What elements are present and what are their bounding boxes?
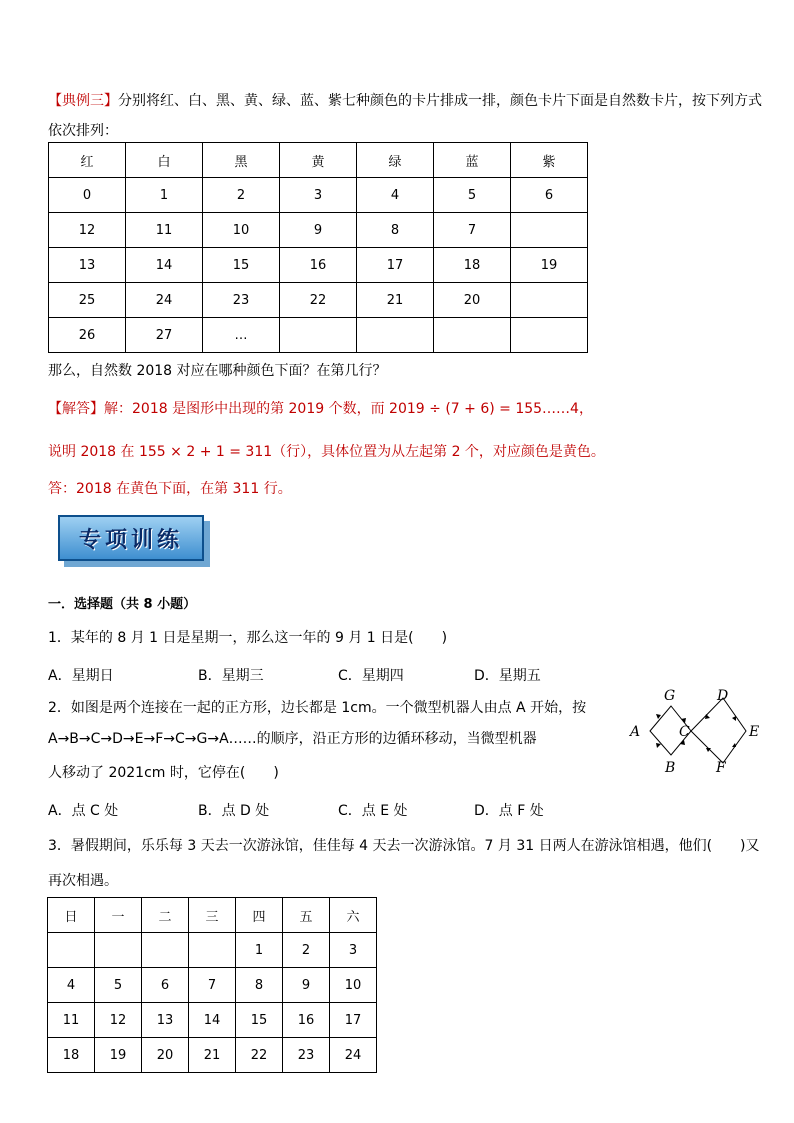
table-cell: 2: [283, 933, 330, 968]
q1-option-b: B．星期三: [198, 668, 264, 684]
table-cell: 24: [126, 283, 203, 318]
table-cell: 22: [280, 283, 357, 318]
table-cell: [434, 318, 511, 353]
table-cell: 6: [511, 178, 588, 213]
table-cell: 三: [189, 898, 236, 933]
table-cell: 5: [95, 968, 142, 1003]
table-cell: 2: [203, 178, 280, 213]
q1-stem: 1．某年的 8 月 1 日是星期一，那么这一年的 9 月 1 日是( ): [48, 630, 448, 646]
q2-option-a: A．点 C 处: [48, 803, 119, 819]
q3-line-2: 再次相遇。: [48, 873, 118, 889]
table-cell: 22: [236, 1038, 283, 1073]
table-row: [49, 143, 588, 178]
q2-line-2: A→B→C→D→E→F→C→G→A……的顺序，沿正方形的边循环移动，当微型机器: [48, 731, 537, 747]
table-cell: 13: [142, 1003, 189, 1038]
table-cell: 白: [126, 143, 203, 178]
q1-options: [48, 665, 648, 685]
table-cell: 8: [357, 213, 434, 248]
table-cell: 8: [236, 968, 283, 1003]
table-cell: 六: [330, 898, 377, 933]
calendar-row: [48, 933, 377, 968]
table-cell: 26: [49, 318, 126, 353]
table-cell: 16: [283, 1003, 330, 1038]
q1-option-c: C．星期四: [338, 668, 404, 684]
table-cell: 紫: [511, 143, 588, 178]
calendar-row: [48, 1038, 377, 1073]
table-cell: [95, 933, 142, 968]
table-cell: [189, 933, 236, 968]
table-cell: 1: [126, 178, 203, 213]
q2-line-3: 人移动了 2021cm 时，它停在( ): [48, 765, 279, 781]
table-cell: 4: [48, 968, 95, 1003]
table-cell: 11: [48, 1003, 95, 1038]
calendar-row: [48, 968, 377, 1003]
solution-tag: 【解答】: [48, 401, 104, 417]
table-row: [49, 283, 588, 318]
table-cell: 黑: [203, 143, 280, 178]
example-paragraph: [48, 86, 768, 146]
table-cell: 9: [283, 968, 330, 1003]
table-cell: 10: [330, 968, 377, 1003]
table-cell: 1: [236, 933, 283, 968]
fig-label-f: F: [716, 760, 726, 775]
table-cell: 16: [280, 248, 357, 283]
table-cell: 20: [142, 1038, 189, 1073]
solution-line-1: [48, 398, 593, 418]
section-title: 一．选择题（共 8 小题）: [48, 597, 197, 612]
table-cell: 二: [142, 898, 189, 933]
q2-option-c: C．点 E 处: [338, 803, 408, 819]
fig-label-g: G: [664, 688, 676, 704]
table-cell: [280, 318, 357, 353]
solution-answer: 答：2018 在黄色下面，在第 311 行。: [48, 481, 292, 497]
table-cell: 3: [280, 178, 357, 213]
fig-label-e: E: [749, 724, 760, 740]
table-cell: 23: [283, 1038, 330, 1073]
fig-label-a: A: [630, 724, 641, 740]
table-cell: 一: [95, 898, 142, 933]
example-text: 分别将红、白、黑、黄、绿、蓝、紫七种颜色的卡片排成一排，颜色卡片下面是自然数卡片，按下列方式依次排列：: [48, 93, 762, 139]
table-cell: …: [203, 318, 280, 353]
fig-label-d: D: [717, 688, 729, 704]
table-cell: [511, 318, 588, 353]
table-row: [49, 213, 588, 248]
example-tag: 【典例三】: [48, 93, 118, 109]
table-cell: 10: [203, 213, 280, 248]
table-row: [49, 318, 588, 353]
banner-box: [58, 515, 204, 561]
table-cell: 20: [434, 283, 511, 318]
table-cell: 12: [49, 213, 126, 248]
q2-line-1: 2．如图是两个连接在一起的正方形，边长都是 1cm。一个微型机器人由点 A 开始，按: [48, 700, 587, 716]
table-cell: [142, 933, 189, 968]
table-cell: 9: [280, 213, 357, 248]
table-cell: 绿: [357, 143, 434, 178]
table-cell: 5: [434, 178, 511, 213]
table-cell: 黄: [280, 143, 357, 178]
table-cell: 6: [142, 968, 189, 1003]
table-cell: [511, 213, 588, 248]
table-cell: 4: [357, 178, 434, 213]
table-cell: 7: [189, 968, 236, 1003]
table-cell: 18: [434, 248, 511, 283]
calendar-table: [47, 897, 377, 1073]
table-row: [49, 178, 588, 213]
calendar-row: [48, 898, 377, 933]
question-text: 那么，自然数 2018 对应在哪种颜色下面？在第几行？: [48, 363, 387, 379]
q2-option-b: B．点 D 处: [198, 803, 270, 819]
table-cell: 19: [511, 248, 588, 283]
table-cell: 12: [95, 1003, 142, 1038]
table-row: [49, 248, 588, 283]
table-cell: 21: [357, 283, 434, 318]
table-cell: 四: [236, 898, 283, 933]
banner-label: 专项训练: [78, 526, 183, 553]
table-cell: 11: [126, 213, 203, 248]
q3-line-1: 3．暑假期间，乐乐每 3 天去一次游泳馆，佳佳每 4 天去一次游泳馆。7 月 31 日两人在游泳馆相遇，他们( )又: [48, 838, 760, 854]
table-cell: 7: [434, 213, 511, 248]
table-cell: 24: [330, 1038, 377, 1073]
table-cell: [48, 933, 95, 968]
table-cell: 18: [48, 1038, 95, 1073]
table-cell: 日: [48, 898, 95, 933]
table-cell: [511, 283, 588, 318]
fig-label-c: C: [679, 724, 690, 740]
q2-options: [48, 800, 648, 820]
solution-line-1-text: 解：2018 是图形中出现的第 2019 个数，而 2019 ÷ (7 + 6) = 155……4，: [104, 401, 593, 417]
q2-option-d: D．点 F 处: [474, 803, 544, 819]
table-cell: 五: [283, 898, 330, 933]
table-cell: [357, 318, 434, 353]
q1-option-d: D．星期五: [474, 668, 541, 684]
table-cell: 23: [203, 283, 280, 318]
table-cell: 0: [49, 178, 126, 213]
table-cell: 19: [95, 1038, 142, 1073]
table-cell: 15: [203, 248, 280, 283]
table-cell: 17: [330, 1003, 377, 1038]
solution-line-2: 说明 2018 在 155 × 2 + 1 = 311（行），具体位置为从左起第 2 个，对应颜色是黄色。: [48, 444, 605, 460]
section-banner: [58, 515, 208, 565]
table-cell: 17: [357, 248, 434, 283]
table-cell: 21: [189, 1038, 236, 1073]
table-cell: 蓝: [434, 143, 511, 178]
table-cell: 13: [49, 248, 126, 283]
table-cell: 14: [189, 1003, 236, 1038]
table-cell: 15: [236, 1003, 283, 1038]
fig-label-b: B: [665, 760, 676, 775]
table-cell: 14: [126, 248, 203, 283]
table-cell: 25: [49, 283, 126, 318]
q1-option-a: A．星期日: [48, 668, 114, 684]
calendar-row: [48, 1003, 377, 1038]
table-cell: 红: [49, 143, 126, 178]
color-number-table: [48, 142, 588, 353]
table-cell: 27: [126, 318, 203, 353]
two-squares-figure: [628, 683, 768, 775]
table-cell: 3: [330, 933, 377, 968]
